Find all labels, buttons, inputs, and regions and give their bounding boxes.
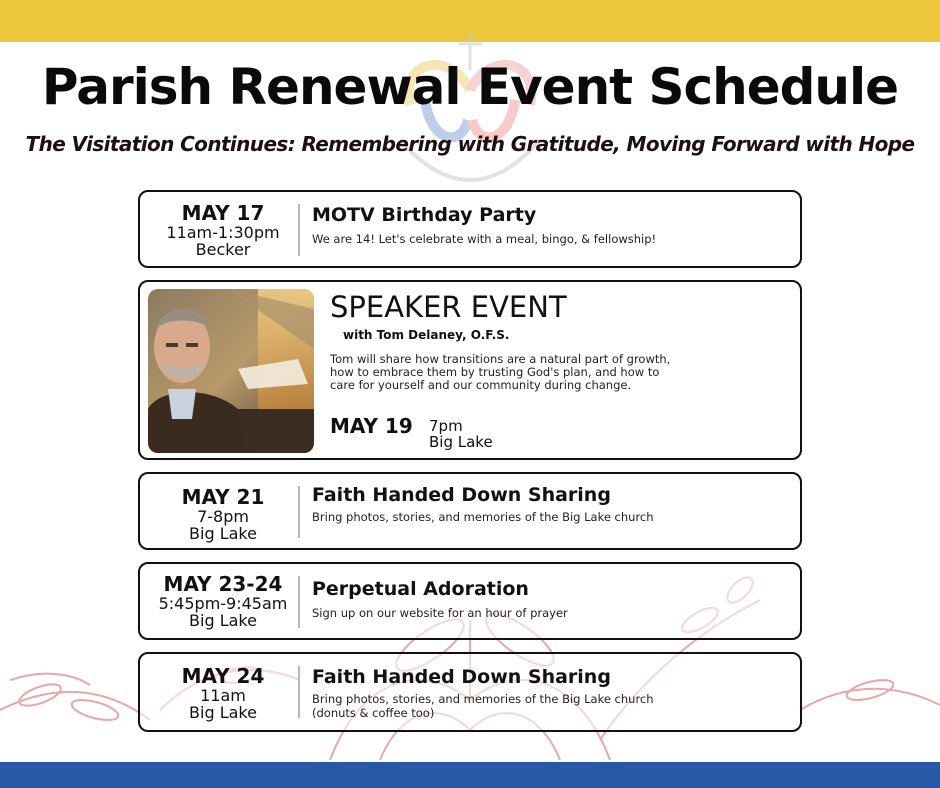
bottom-color-bar — [0, 762, 940, 788]
speaker-description — [330, 353, 730, 392]
speaker-description-line: Tom will share how transitions are a natural part of growth, — [330, 352, 671, 366]
speaker-event-date: MAY 19 — [330, 414, 413, 438]
event-location: Big Lake — [189, 703, 257, 722]
card-divider — [298, 576, 300, 628]
event-description: Bring photos, stories, and memories of the Big Lake church — [312, 510, 654, 524]
card-divider — [298, 486, 300, 538]
event-description — [312, 692, 654, 720]
page-subtitle: The Visitation Continues: Remembering with Gratitude, Moving Forward with Hope — [25, 132, 915, 156]
event-location: Big Lake — [189, 524, 257, 543]
event-time: 11am — [200, 686, 246, 705]
speaker-description-line: how to embrace them by trusting God's plan, and how to — [330, 365, 660, 379]
event-card-may-23-24 — [138, 562, 802, 640]
speaker-event-card — [138, 280, 802, 460]
event-card-may-24 — [138, 652, 802, 732]
event-date-column — [140, 564, 306, 638]
event-date-column — [140, 192, 306, 266]
event-date: MAY 21 — [181, 485, 265, 509]
event-date: MAY 23-24 — [163, 572, 283, 596]
event-date-column — [140, 654, 306, 730]
event-card-may-21 — [138, 472, 802, 550]
event-title: Faith Handed Down Sharing — [312, 666, 611, 688]
event-time: 11am-1:30pm — [166, 223, 280, 242]
card-divider — [298, 666, 300, 718]
event-card-may-17 — [138, 190, 802, 268]
event-title: MOTV Birthday Party — [312, 204, 537, 226]
event-time: 7-8pm — [197, 507, 249, 526]
event-title: Perpetual Adoration — [312, 578, 529, 600]
card-divider — [298, 204, 300, 256]
event-date-column — [140, 474, 306, 548]
event-description: We are 14! Let's celebrate with a meal, bingo, & fellowship! — [312, 232, 657, 246]
speaker-event-time-location — [429, 418, 493, 450]
speaker-event-location: Big Lake — [429, 433, 493, 451]
speaker-name: with Tom Delaney, O.F.S. — [343, 328, 510, 342]
event-location: Big Lake — [189, 611, 257, 630]
speaker-description-line: care for yourself and our community during change. — [330, 378, 632, 392]
page-title: Parish Renewal Event Schedule — [41, 58, 899, 116]
event-date: MAY 24 — [181, 664, 265, 688]
speaker-photo — [148, 289, 314, 453]
speaker-event-time: 7pm — [429, 417, 463, 435]
event-description: Sign up on our website for an hour of prayer — [312, 606, 568, 620]
event-time: 5:45pm-9:45am — [158, 594, 288, 613]
event-date: MAY 17 — [181, 201, 265, 225]
speaker-event-title: SPEAKER EVENT — [330, 290, 567, 324]
event-description-line: (donuts & coffee too) — [312, 706, 435, 720]
event-title: Faith Handed Down Sharing — [312, 484, 611, 506]
event-location: Becker — [195, 240, 251, 259]
event-description-line: Bring photos, stories, and memories of the Big Lake church — [312, 692, 654, 706]
